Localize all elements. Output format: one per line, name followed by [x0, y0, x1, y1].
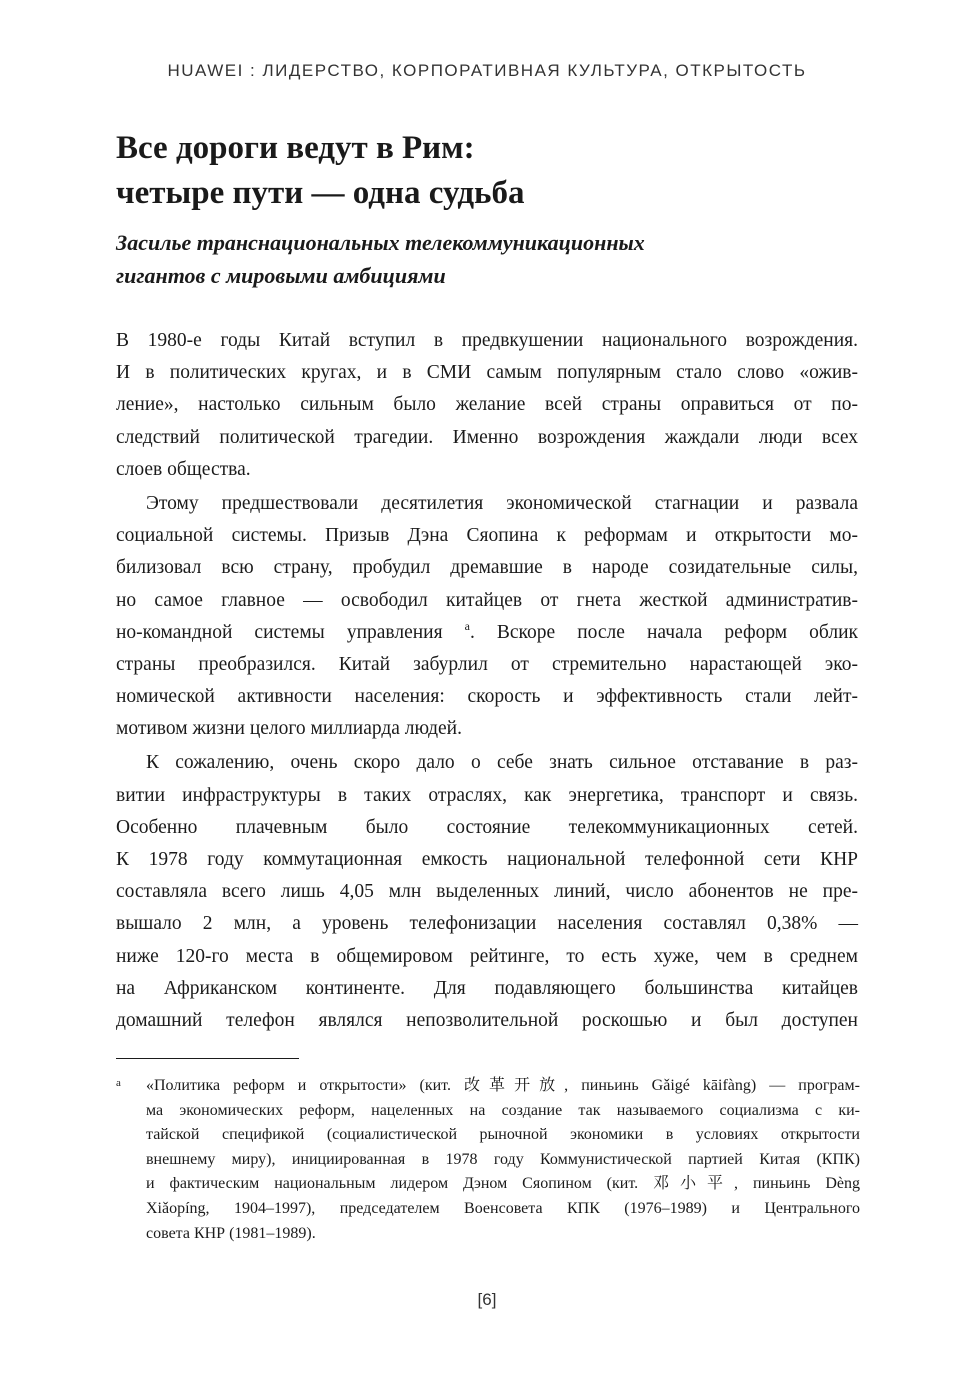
footnote-marker: a — [116, 1077, 121, 1089]
body-text — [116, 325, 858, 1037]
footnote-line: тайской спецификой (социалистической рыночной экономики в условиях открытости — [146, 1126, 860, 1144]
text-line: социальной системы. Призыв Дэна Сяопина к реформам и открытости мо- — [116, 525, 858, 547]
text-line: ление», настолько сильным было желание всей страны оправиться от по- — [116, 394, 858, 416]
text-line: Особенно плачевным было состояние телекоммуникационных сетей. — [116, 816, 858, 838]
text-line: ниже 120-го места в общемировом рейтинге, то есть хуже, чем в среднем — [116, 945, 858, 967]
footnote-line: «Политика реформ и открытости» (кит. 改革开放, пиньинь Gǎigé kāifàng) — програм- — [146, 1077, 860, 1094]
footnote-line: внешнему миру), инициированная в 1978 году Коммунистической партией Китая (КПК) — [146, 1150, 860, 1168]
text-line: вышало 2 млн, а уровень телефонизации населения составлял 0,38% — — [116, 913, 858, 935]
text-line: следствий политической трагедии. Именно возрождения жаждали люди всех — [116, 426, 858, 448]
page-number: [6] — [477, 1290, 497, 1309]
text-line: билизовал всю страну, пробудил дремавшие в народе созидательные силы, — [116, 557, 858, 579]
paragraph — [116, 325, 858, 486]
text-segment: но-командной системы управления — [116, 621, 443, 643]
text-segment: . Вскоре после начала реформ облик — [469, 621, 859, 643]
footnote-body — [146, 1074, 860, 1246]
footnote-line: и фактическим национальным лидером Дэном Сяопином (кит. 邓小平, пиньинь Dèng — [146, 1175, 860, 1193]
footnote-reference[interactable]: a — [464, 618, 470, 633]
section-subtitle — [116, 226, 876, 292]
text-line: К сожалению, очень скоро дало о себе знать сильное отставание в раз- — [146, 752, 858, 774]
chapter-title-line: Все дороги ведут в Рим: — [116, 130, 475, 166]
text-line: номической активности населения: скорость и эффективность стали лейт- — [116, 686, 858, 708]
paragraph — [116, 747, 858, 1037]
text-line — [116, 617, 858, 649]
paragraph — [116, 488, 858, 746]
footnote-divider — [116, 1058, 299, 1059]
section-subtitle-line: Засилье транснациональных телекоммуникационных — [116, 230, 645, 255]
chapter-title-line: четыре пути — одна судьба — [116, 175, 525, 211]
text-line: К 1978 году коммутационная емкость национальной телефонной сети КНР — [116, 849, 858, 870]
text-line: страны преобразился. Китай забурлил от стремительно нарастающей эко- — [116, 653, 858, 675]
text-line: И в политических кругах, и в СМИ самым популярным стало слово «ожив- — [116, 362, 858, 384]
text-line: домашний телефон являлся непозволительной роскошью и был доступен — [116, 1009, 858, 1031]
chapter-title — [116, 126, 876, 216]
text-line: мотивом жизни целого миллиарда людей. — [116, 718, 462, 740]
footnote-line: ма экономических реформ, нацеленных на создание так называемого социализма с ки- — [146, 1101, 860, 1119]
footnote-line: совета КНР (1981–1989). — [146, 1224, 316, 1242]
running-header: HUAWEI : ЛИДЕРСТВО, КОРПОРАТИВНАЯ КУЛЬТУРА, ОТКРЫТОСТЬ — [167, 61, 807, 80]
text-line: слоев общества. — [116, 458, 251, 480]
section-subtitle-line: гигантов с мировыми амбициями — [116, 263, 446, 288]
text-line: витии инфраструктуры в таких отраслях, как энергетика, транспорт и связь. — [116, 784, 858, 806]
text-line: Этому предшествовали десятилетия экономической стагнации и развала — [146, 492, 858, 514]
text-line: но самое главное — освободил китайцев от гнета жесткой административ- — [116, 589, 858, 611]
footnote-line: Xiǎopíng, 1904–1997), председателем Военсовета КПК (1976–1989) и Центрального — [146, 1199, 860, 1217]
text-line: на Африканском континенте. Для подавляющего большинства китайцев — [116, 977, 858, 999]
text-line: составляла всего лишь 4,05 млн выделенных линий, число абонентов не пре- — [116, 881, 858, 903]
text-line: В 1980-е годы Китай вступил в предвкушении национального возрождения. — [116, 330, 858, 351]
